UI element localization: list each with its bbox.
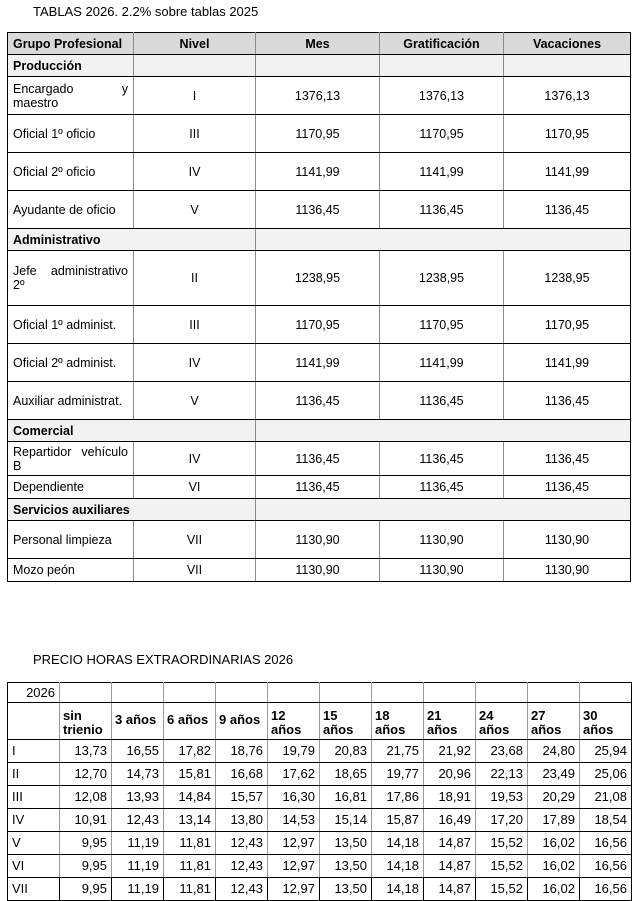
overtime-value: 17,62 bbox=[268, 763, 320, 786]
group-row-produccion bbox=[8, 55, 631, 77]
table-row bbox=[8, 559, 631, 582]
salary-header-row bbox=[8, 33, 631, 55]
overtime-value: 16,55 bbox=[112, 740, 164, 763]
overtime-level: I bbox=[8, 740, 60, 763]
group-name: Comercial bbox=[8, 420, 256, 442]
row-mes: 1141,99 bbox=[256, 344, 380, 382]
overtime-value: 17,20 bbox=[476, 809, 528, 832]
row-gratificacion: 1136,45 bbox=[380, 476, 504, 499]
table-row bbox=[8, 191, 631, 229]
overtime-value: 16,81 bbox=[320, 786, 372, 809]
overtime-value: 9,95 bbox=[60, 878, 112, 901]
overtime-value: 12,97 bbox=[268, 855, 320, 878]
header-15-anos: 15 años bbox=[320, 703, 372, 740]
overtime-value: 12,97 bbox=[268, 878, 320, 901]
header-27-anos: 27 años bbox=[528, 703, 580, 740]
row-nivel: III bbox=[134, 306, 256, 344]
table-row bbox=[8, 251, 631, 306]
header-3-anos: 3 años bbox=[112, 703, 164, 740]
overtime-value: 15,14 bbox=[320, 809, 372, 832]
row-nivel: VII bbox=[134, 521, 256, 559]
row-gratificacion: 1130,90 bbox=[380, 559, 504, 582]
overtime-value: 12,70 bbox=[60, 763, 112, 786]
overtime-value: 13,73 bbox=[60, 740, 112, 763]
row-nivel: IV bbox=[134, 153, 256, 191]
group-name: Servicios auxiliares bbox=[8, 499, 256, 521]
header-24-anos: 24 años bbox=[476, 703, 528, 740]
salary-table bbox=[7, 32, 631, 582]
overtime-value: 12,43 bbox=[216, 855, 268, 878]
overtime-value: 15,52 bbox=[476, 878, 528, 901]
header-6-anos: 6 años bbox=[164, 703, 216, 740]
overtime-row bbox=[8, 786, 632, 809]
header-18-anos: 18 años bbox=[372, 703, 424, 740]
overtime-value: 11,19 bbox=[112, 855, 164, 878]
row-vacaciones: 1170,95 bbox=[504, 115, 631, 153]
overtime-value: 15,52 bbox=[476, 832, 528, 855]
overtime-value: 10,91 bbox=[60, 809, 112, 832]
overtime-value: 18,91 bbox=[424, 786, 476, 809]
overtime-value: 16,02 bbox=[528, 878, 580, 901]
overtime-row bbox=[8, 855, 632, 878]
overtime-value: 17,89 bbox=[528, 809, 580, 832]
group-row-comercial bbox=[8, 420, 631, 442]
overtime-value: 16,02 bbox=[528, 832, 580, 855]
overtime-value: 17,86 bbox=[372, 786, 424, 809]
overtime-value: 23,49 bbox=[528, 763, 580, 786]
overtime-value: 15,87 bbox=[372, 809, 424, 832]
table-row bbox=[8, 153, 631, 191]
overtime-level: V bbox=[8, 832, 60, 855]
overtime-value: 17,82 bbox=[164, 740, 216, 763]
header-sin-trienio: sin trienio bbox=[60, 703, 112, 740]
header-9-anos: 9 años bbox=[216, 703, 268, 740]
overtime-value: 19,53 bbox=[476, 786, 528, 809]
row-nivel: IV bbox=[134, 344, 256, 382]
group-name: Administrativo bbox=[8, 229, 256, 251]
row-vacaciones: 1141,99 bbox=[504, 344, 631, 382]
overtime-level: II bbox=[8, 763, 60, 786]
overtime-value: 15,81 bbox=[164, 763, 216, 786]
overtime-table-title: PRECIO HORAS EXTRAORDINARIAS 2026 bbox=[33, 652, 294, 667]
row-name: Oficial 2º administ. bbox=[8, 344, 134, 382]
row-gratificacion: 1170,95 bbox=[380, 306, 504, 344]
row-vacaciones: 1238,95 bbox=[504, 251, 631, 306]
row-vacaciones: 1136,45 bbox=[504, 382, 631, 420]
row-gratificacion: 1141,99 bbox=[380, 344, 504, 382]
row-name: Oficial 2º oficio bbox=[8, 153, 134, 191]
overtime-value: 15,57 bbox=[216, 786, 268, 809]
overtime-value: 13,50 bbox=[320, 832, 372, 855]
overtime-value: 12,43 bbox=[112, 809, 164, 832]
overtime-value: 13,50 bbox=[320, 878, 372, 901]
overtime-value: 11,81 bbox=[164, 878, 216, 901]
table-row bbox=[8, 306, 631, 344]
overtime-value: 14,87 bbox=[424, 855, 476, 878]
table-row bbox=[8, 476, 631, 499]
row-mes: 1130,90 bbox=[256, 559, 380, 582]
overtime-value: 12,43 bbox=[216, 878, 268, 901]
row-name: Repartidor vehículo B bbox=[8, 442, 134, 476]
overtime-value: 18,54 bbox=[580, 809, 632, 832]
row-gratificacion: 1130,90 bbox=[380, 521, 504, 559]
row-nivel: II bbox=[134, 251, 256, 306]
overtime-value: 13,50 bbox=[320, 855, 372, 878]
row-gratificacion: 1136,45 bbox=[380, 382, 504, 420]
row-vacaciones: 1130,90 bbox=[504, 559, 631, 582]
overtime-value: 18,65 bbox=[320, 763, 372, 786]
table-row bbox=[8, 521, 631, 559]
overtime-value: 9,95 bbox=[60, 855, 112, 878]
row-mes: 1170,95 bbox=[256, 115, 380, 153]
overtime-value: 21,92 bbox=[424, 740, 476, 763]
overtime-row bbox=[8, 763, 632, 786]
header-grupo-profesional: Grupo Profesional bbox=[8, 33, 134, 55]
overtime-value: 21,08 bbox=[580, 786, 632, 809]
overtime-value: 16,56 bbox=[580, 855, 632, 878]
overtime-value: 25,94 bbox=[580, 740, 632, 763]
overtime-value: 12,97 bbox=[268, 832, 320, 855]
table-row bbox=[8, 344, 631, 382]
overtime-value: 20,96 bbox=[424, 763, 476, 786]
row-name: Personal limpieza bbox=[8, 521, 134, 559]
overtime-value: 13,80 bbox=[216, 809, 268, 832]
overtime-value: 11,19 bbox=[112, 832, 164, 855]
overtime-value: 14,18 bbox=[372, 878, 424, 901]
row-mes: 1141,99 bbox=[256, 153, 380, 191]
row-vacaciones: 1130,90 bbox=[504, 521, 631, 559]
overtime-row bbox=[8, 740, 632, 763]
overtime-header-row bbox=[8, 703, 632, 740]
overtime-value: 12,08 bbox=[60, 786, 112, 809]
row-gratificacion: 1136,45 bbox=[380, 442, 504, 476]
row-nivel: VII bbox=[134, 559, 256, 582]
row-name: Dependiente bbox=[8, 476, 134, 499]
row-mes: 1136,45 bbox=[256, 382, 380, 420]
row-nivel: IV bbox=[134, 442, 256, 476]
row-vacaciones: 1141,99 bbox=[504, 153, 631, 191]
row-name: Mozo peón bbox=[8, 559, 134, 582]
overtime-value: 16,30 bbox=[268, 786, 320, 809]
header-gratificacion: Gratificación bbox=[380, 33, 504, 55]
row-mes: 1376,13 bbox=[256, 77, 380, 115]
overtime-value: 11,19 bbox=[112, 878, 164, 901]
row-gratificacion: 1238,95 bbox=[380, 251, 504, 306]
overtime-value: 14,53 bbox=[268, 809, 320, 832]
overtime-level: IV bbox=[8, 809, 60, 832]
overtime-level: VI bbox=[8, 855, 60, 878]
overtime-value: 14,84 bbox=[164, 786, 216, 809]
overtime-row bbox=[8, 832, 632, 855]
overtime-value: 20,29 bbox=[528, 786, 580, 809]
overtime-value: 9,95 bbox=[60, 832, 112, 855]
table-row bbox=[8, 382, 631, 420]
overtime-value: 23,68 bbox=[476, 740, 528, 763]
overtime-level: VII bbox=[8, 878, 60, 901]
row-nivel: V bbox=[134, 191, 256, 229]
row-gratificacion: 1170,95 bbox=[380, 115, 504, 153]
row-mes: 1136,45 bbox=[256, 191, 380, 229]
overtime-value: 13,14 bbox=[164, 809, 216, 832]
overtime-value: 16,68 bbox=[216, 763, 268, 786]
row-gratificacion: 1136,45 bbox=[380, 191, 504, 229]
overtime-value: 16,49 bbox=[424, 809, 476, 832]
header-mes: Mes bbox=[256, 33, 380, 55]
row-nivel: III bbox=[134, 115, 256, 153]
overtime-value: 20,83 bbox=[320, 740, 372, 763]
row-name: Auxiliar administrat. bbox=[8, 382, 134, 420]
header-30-anos: 30 años bbox=[580, 703, 632, 740]
row-gratificacion: 1376,13 bbox=[380, 77, 504, 115]
header-nivel: Nivel bbox=[134, 33, 256, 55]
row-name: Jefe administrativo 2º bbox=[8, 251, 134, 306]
row-vacaciones: 1170,95 bbox=[504, 306, 631, 344]
row-mes: 1136,45 bbox=[256, 476, 380, 499]
overtime-value: 16,56 bbox=[580, 832, 632, 855]
overtime-value: 19,77 bbox=[372, 763, 424, 786]
overtime-table bbox=[7, 682, 632, 901]
overtime-value: 18,76 bbox=[216, 740, 268, 763]
overtime-value: 16,02 bbox=[528, 855, 580, 878]
row-mes: 1130,90 bbox=[256, 521, 380, 559]
overtime-value: 21,75 bbox=[372, 740, 424, 763]
row-vacaciones: 1136,45 bbox=[504, 476, 631, 499]
table-row bbox=[8, 115, 631, 153]
salary-table-title: TABLAS 2026. 2.2% sobre tablas 2025 bbox=[33, 4, 259, 19]
row-name: Ayudante de oficio bbox=[8, 191, 134, 229]
overtime-level: III bbox=[8, 786, 60, 809]
row-gratificacion: 1141,99 bbox=[380, 153, 504, 191]
overtime-value: 12,43 bbox=[216, 832, 268, 855]
group-row-servicios-auxiliares bbox=[8, 499, 631, 521]
table-row bbox=[8, 77, 631, 115]
header-21-anos: 21 años bbox=[424, 703, 476, 740]
row-name: Oficial 1º administ. bbox=[8, 306, 134, 344]
group-name: Producción bbox=[8, 55, 134, 77]
overtime-value: 11,81 bbox=[164, 855, 216, 878]
overtime-value: 22,13 bbox=[476, 763, 528, 786]
overtime-value: 14,73 bbox=[112, 763, 164, 786]
overtime-value: 15,52 bbox=[476, 855, 528, 878]
overtime-year-row bbox=[8, 683, 632, 703]
row-mes: 1136,45 bbox=[256, 442, 380, 476]
header-12-anos: 12 años bbox=[268, 703, 320, 740]
overtime-year: 2026 bbox=[8, 683, 60, 703]
overtime-value: 16,56 bbox=[580, 878, 632, 901]
header-vacaciones: Vacaciones bbox=[504, 33, 631, 55]
row-name: Oficial 1º oficio bbox=[8, 115, 134, 153]
overtime-value: 14,87 bbox=[424, 878, 476, 901]
row-vacaciones: 1376,13 bbox=[504, 77, 631, 115]
row-vacaciones: 1136,45 bbox=[504, 191, 631, 229]
overtime-value: 19,79 bbox=[268, 740, 320, 763]
row-nivel: I bbox=[134, 77, 256, 115]
overtime-value: 24,80 bbox=[528, 740, 580, 763]
group-row-administrativo bbox=[8, 229, 631, 251]
row-mes: 1170,95 bbox=[256, 306, 380, 344]
overtime-value: 13,93 bbox=[112, 786, 164, 809]
row-vacaciones: 1136,45 bbox=[504, 442, 631, 476]
table-row bbox=[8, 442, 631, 476]
overtime-row bbox=[8, 878, 632, 901]
overtime-value: 14,18 bbox=[372, 855, 424, 878]
overtime-value: 11,81 bbox=[164, 832, 216, 855]
row-mes: 1238,95 bbox=[256, 251, 380, 306]
overtime-value: 14,18 bbox=[372, 832, 424, 855]
overtime-row bbox=[8, 809, 632, 832]
row-name: Encargado y maestro bbox=[8, 77, 134, 115]
overtime-value: 14,87 bbox=[424, 832, 476, 855]
row-nivel: VI bbox=[134, 476, 256, 499]
row-nivel: V bbox=[134, 382, 256, 420]
overtime-value: 25,06 bbox=[580, 763, 632, 786]
